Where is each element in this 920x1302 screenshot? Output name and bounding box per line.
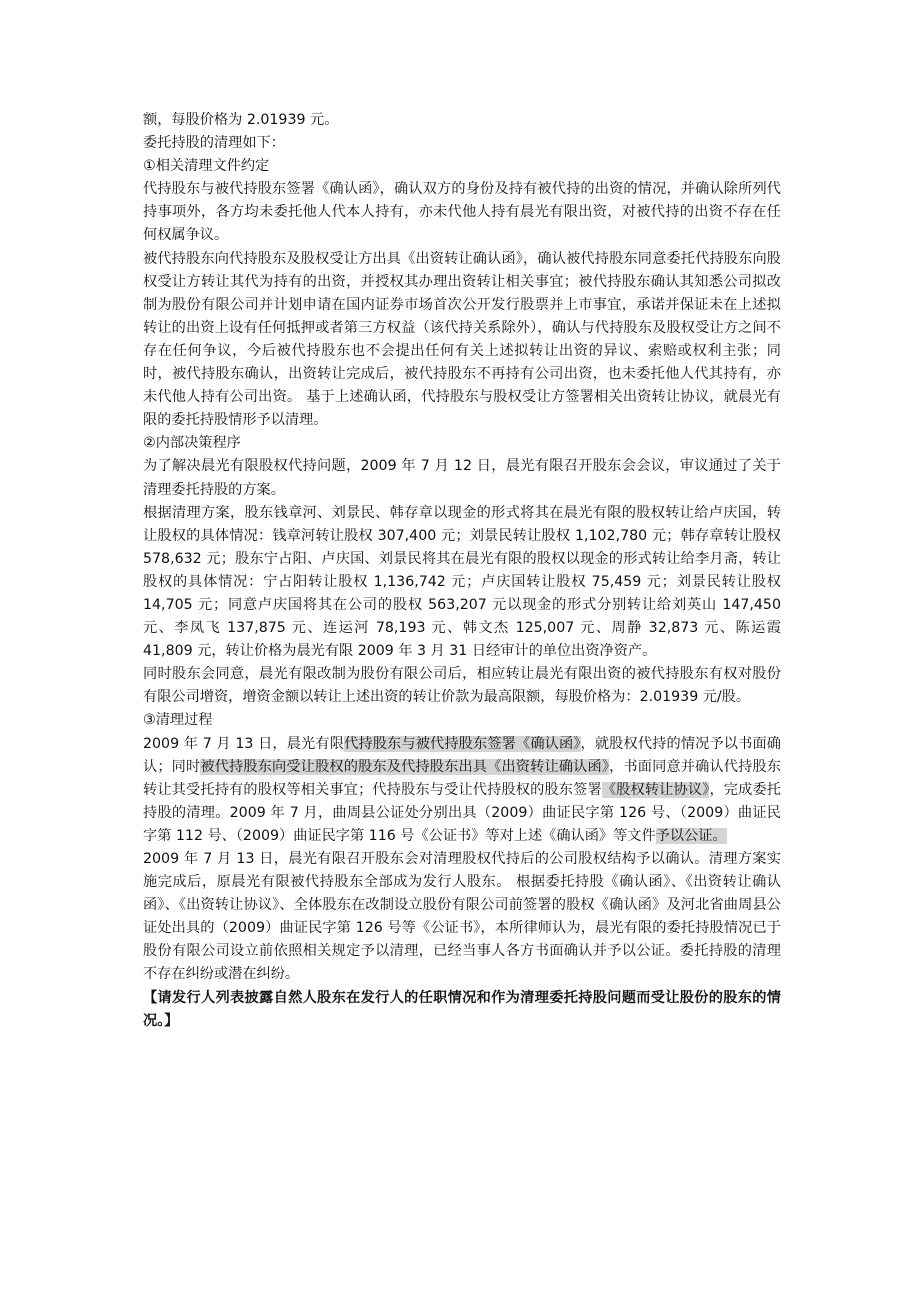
paragraph-price: 额，每股价格为 2.01939 元。 xyxy=(143,112,339,128)
paragraph-cleanup-plan: 根据清理方案，股东钱章河、刘景民、韩存章以现金的形式将其在晨光有限的股权转让给卢庆国，转让股权的具体情况：钱章河转让股权 307,400 元；刘景民转让股权 1,102,780 元；韩存章转让股权 578,632 元；股东宁占阳、卢庆国、刘景民将其在晨光有限的股权以现金的形式转让给李月斋，转让股权的具体情况：宁占阳转让股权 1,136,742 元；卢庆国转让股权 75,459 元；刘景民转让股权 14,705 元；同意卢庆国将其在公司的股权 563,207 元以现金的形式分别转让给刘英山 147,450 元、李凤飞 137,875 元、连运河 78,193 元、韩文杰 125,007 元、周静 32,873 元、陈运霞 41,809 元，转让价格为晨光有限 2009 年 3 月 31 日经审计的单位出资净资产。 xyxy=(143,504,781,660)
paragraph-capital-increase: 同时股东会同意，晨光有限改制为股份有限公司后，相应转让晨光有限出资的被代持股东有权对股份有限公司增资，增资金额以转让上述出资的转让价款为最高限额，每股价格为：2.01939 元/股。 xyxy=(143,666,781,706)
paragraph-cleanup-intro: 委托持股的清理如下： xyxy=(143,135,285,152)
paragraph-shareholder-meeting: 为了解决晨光有限股权代持问题，2009 年 7 月 12 日，晨光有限召开股东会会议，审议通过了关于清理委托持股的方案。 xyxy=(143,458,781,498)
paragraph-cleanup-process xyxy=(143,733,781,848)
text-segment: ，就股权代持的情况予以书面确认；同时 xyxy=(143,735,781,775)
highlighted-text: 被代持股东向受让股权的股东及代持股东出具《出资转让确认函》 xyxy=(200,758,610,775)
text-segment: 2009 年 7 月 13 日，晨光有限 xyxy=(143,735,345,752)
text-segment: ，完成委托持股的清理。2009 年 7 月，曲周县公证处分别出具（2009）曲证民字第 126 号、（2009）曲证民字第 112 号、（2009）曲证民字第 116 号《公证书》等对上述《确认函》等文件 xyxy=(143,781,781,844)
highlighted-text: 《股权转让协议》 xyxy=(601,781,710,798)
paragraph-lawyer-opinion: 2009 年 7 月 13 日，晨光有限召开股东会对清理股权代持后的公司股权结构予以确认。清理方案实施完成后，原晨光有限被代持股东全部成为发行人股东。 根据委托持股《确认函》、《出资转让确认函》、《出资转让协议》、全体股东在改制设立股份有限公司前签署的股权《确认函》及河北省曲周县公证处出具的（2009）曲证民字第 126 号等《公证书》，本所律师认为，晨光有限的委托持股情况已于股份有限公司设立前依照相关规定予以清理，已经当事人各方书面确认并予以公证。委托持股的清理不存在纠纷或潜在纠纷。 xyxy=(143,851,781,983)
highlighted-text: 予以公证。 xyxy=(655,827,727,844)
paragraph-transfer-confirmation: 被代持股东向代持股东及股权受让方出具《出资转让确认函》，确认被代持股东同意委托代持股东向股权受让方转让其代为持有的出资，并授权其办理出资转让相关事宜；被代持股东确认其知悉公司拟改制为股份有限公司并计划申请在国内证券市场首次公开发行股票并上市事宜，承诺并保证未在上述拟转让的出资上设有任何抵押或者第三方权益（该代持关系除外），确认与代持股东及股权受让方之间不存在任何争议，今后被代持股东也不会提出任何有关上述拟转让出资的异议、索赔或权利主张；同时，被代持股东确认，出资转让完成后，被代持股东不再持有公司出资，也未委托他人代其持有，亦未代他人持有公司出资。 基于上述确认函，代持股东与股权受让方签署相关出资转让协议，就晨光有限的委托持股情形予以清理。 xyxy=(143,250,781,429)
text-segment: ，书面同意并确认代持股东转让其受托持有的股权等相关事宜；代持股东与受让代持股权的股东签署 xyxy=(143,758,781,798)
highlighted-text: 代持股东与被代持股东签署《确认函》 xyxy=(344,735,581,752)
document-body xyxy=(143,109,781,1033)
paragraph-confirmation-letter: 代持股东与被代持股东签署《确认函》，确认双方的身份及持有被代持的出资的情况，并确认除所列代持事项外，各方均未委托他人代本人持有，亦未代他人持有晨光有限出资，对被代持的出资不存在任何权属争议。 xyxy=(143,181,781,244)
section-heading-decision: ②内部决策程序 xyxy=(143,435,241,452)
section-heading-process: ③清理过程 xyxy=(143,712,213,729)
section-heading-documents: ①相关清理文件约定 xyxy=(143,158,270,175)
paragraph-disclosure-request: 【请发行人列表披露自然人股东在发行人的任职情况和作为清理委托持股问题而受让股份的股东的情况。】 xyxy=(143,989,781,1029)
